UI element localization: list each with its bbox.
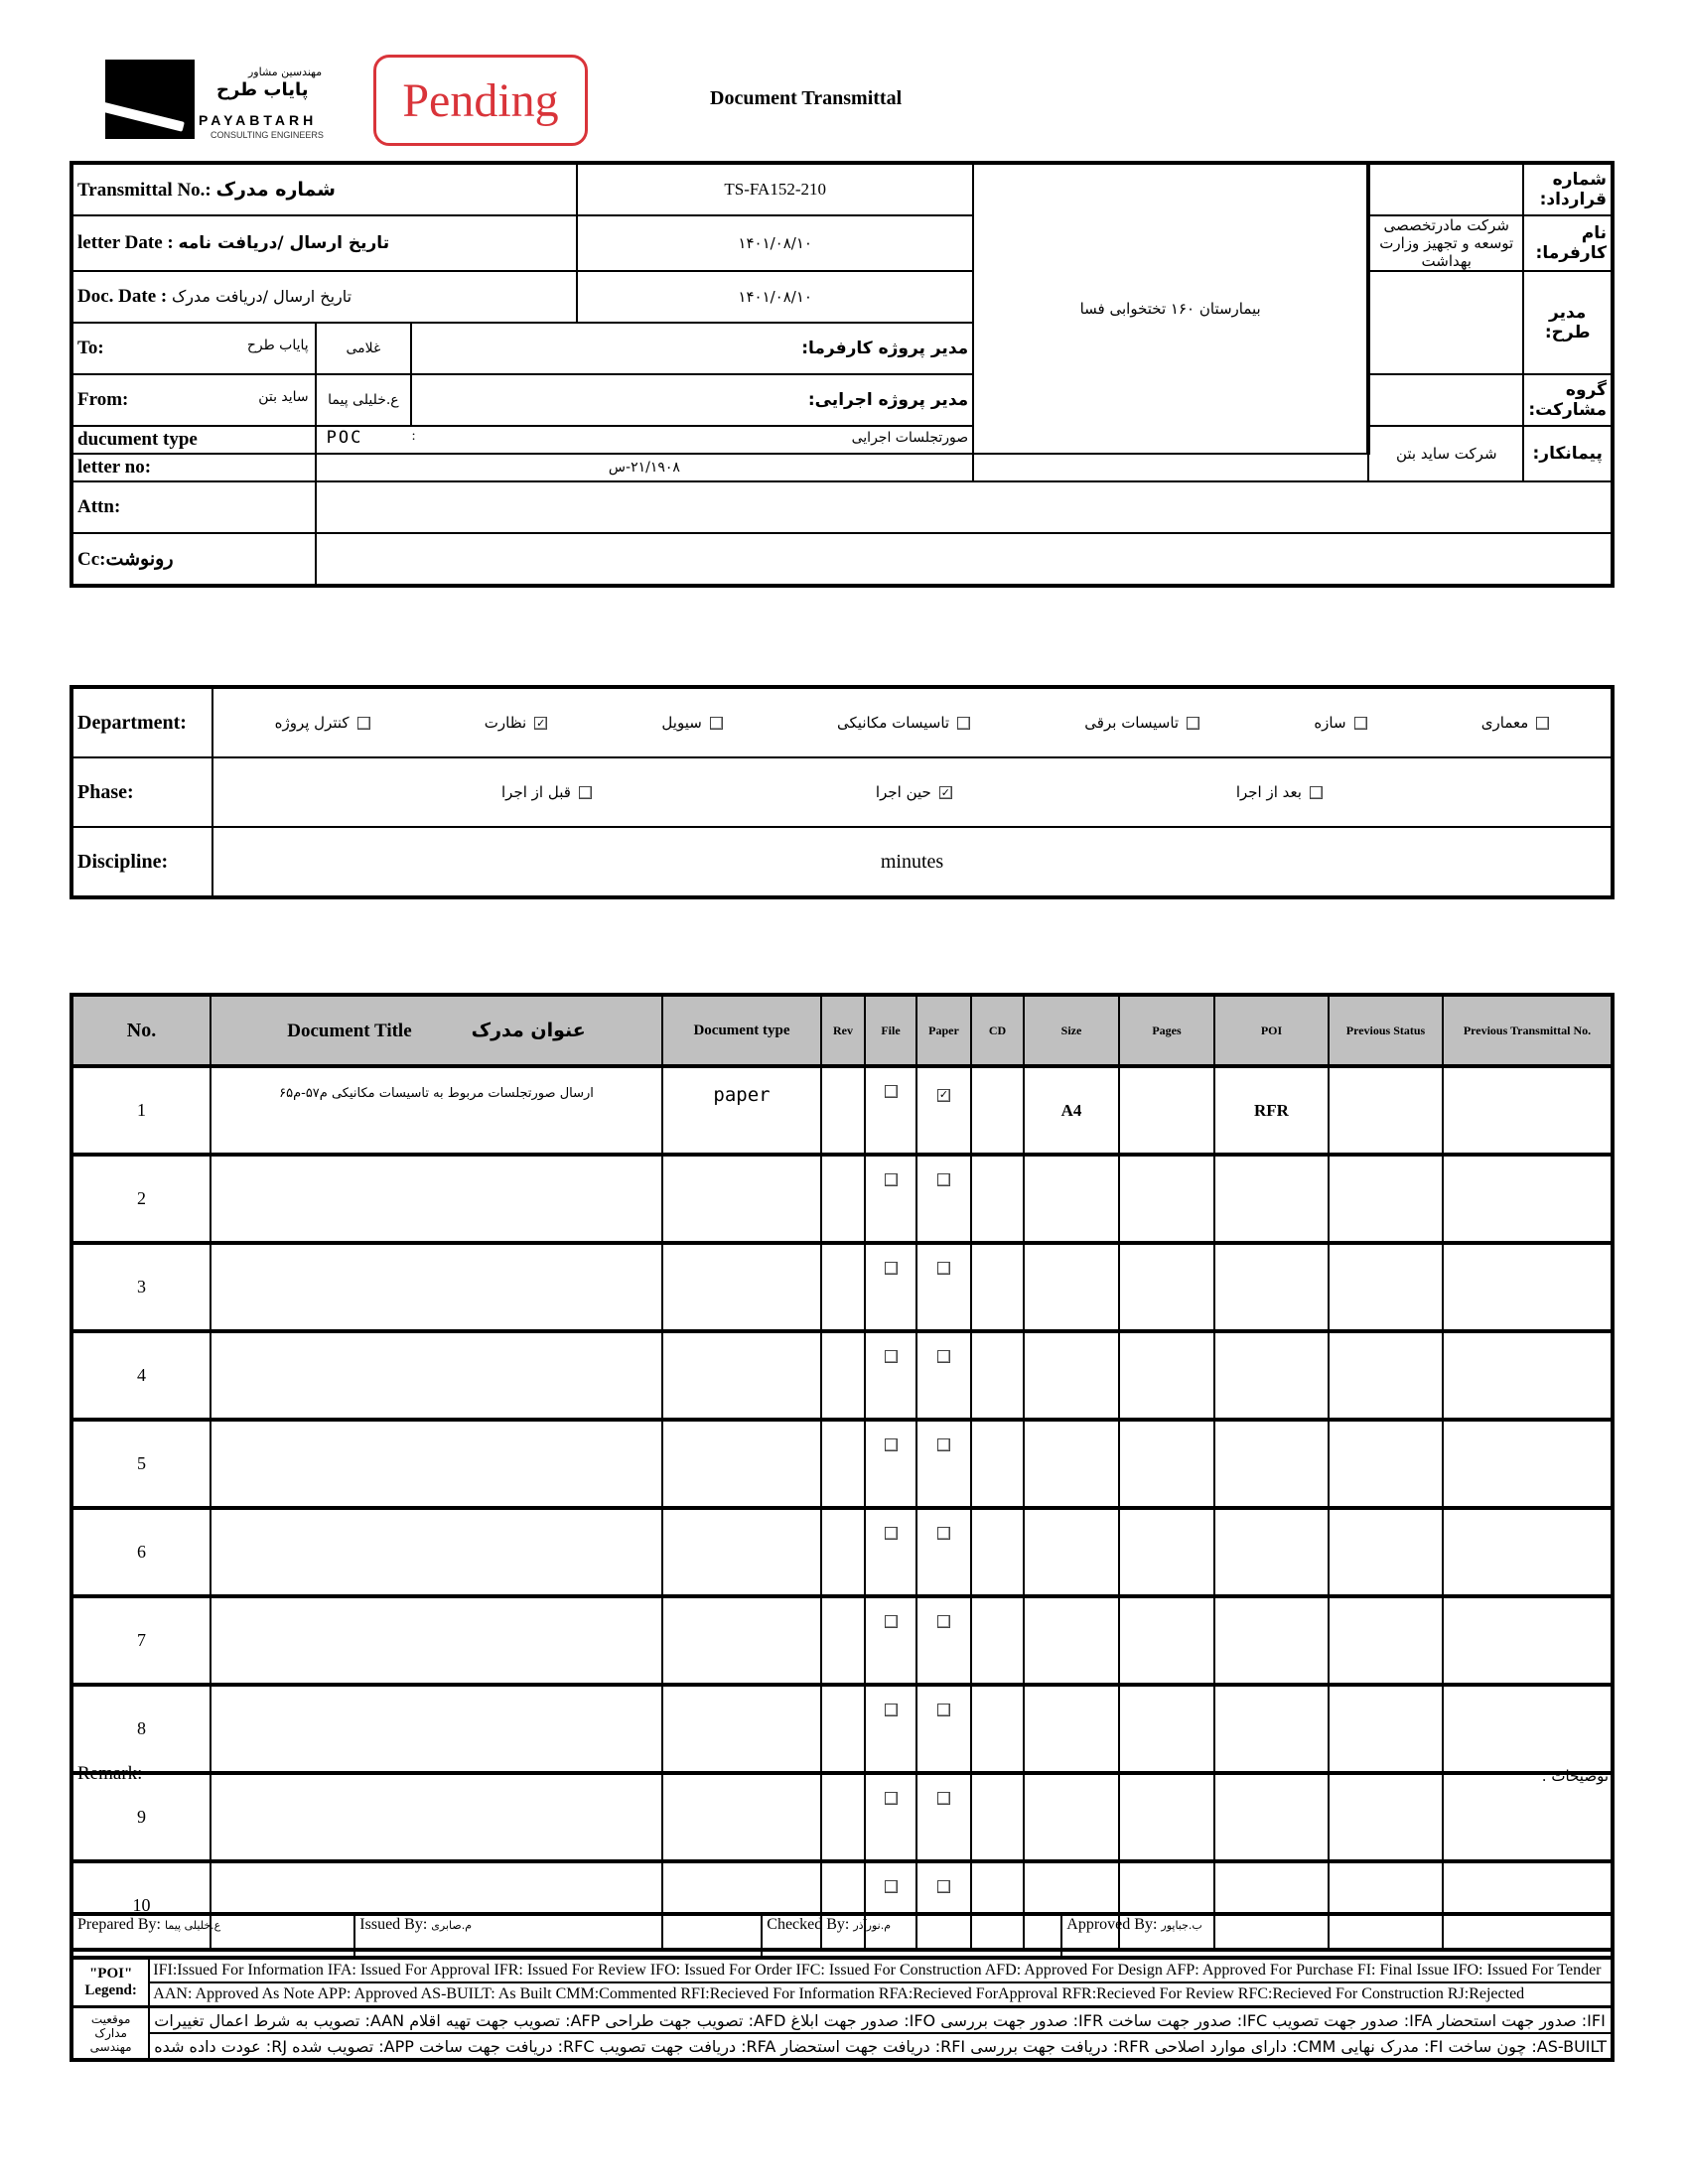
doc-type-label: ducument type: [71, 426, 316, 454]
from-person: ع.خلیلی پیما: [316, 374, 411, 426]
cell-cd: [971, 1155, 1024, 1243]
table-row: [71, 1508, 1613, 1596]
col-no: No.: [71, 995, 211, 1066]
checkbox-checked-icon[interactable]: ✓: [536, 716, 546, 730]
option-label: حین اجرا: [875, 783, 931, 801]
issued-by: م.صابری: [431, 1919, 473, 1932]
cell-type: [662, 1420, 821, 1508]
cell-no: 1: [71, 1066, 211, 1155]
cell-prev-transmittal: [1443, 1685, 1613, 1773]
cell-poi: [1214, 1155, 1329, 1243]
cell-prev-status: [1329, 1331, 1443, 1420]
checked-label: Checked By:: [767, 1916, 850, 1933]
cell-type: [662, 1155, 821, 1243]
client-name-label: نام کارفرما:: [1523, 215, 1613, 271]
table-header: [71, 995, 1613, 1066]
checkbox-icon[interactable]: [1536, 717, 1549, 730]
checked-by: م.نورآذر: [853, 1919, 892, 1932]
cell-file: [865, 1596, 916, 1685]
cc-value: [316, 533, 1613, 586]
logo-en-name: PAYABTARH: [199, 112, 318, 128]
cell-cd: [971, 1243, 1024, 1331]
cell-size: [1024, 1243, 1119, 1331]
col-title-en: Document Title: [287, 1020, 412, 1041]
cell-no: 7: [71, 1596, 211, 1685]
checkbox-icon[interactable]: [885, 1438, 898, 1451]
cell-poi: [1214, 1331, 1329, 1420]
cell-prev-transmittal: [1443, 1155, 1613, 1243]
col-size: Size: [1024, 995, 1119, 1066]
cell-file: [865, 1420, 916, 1508]
checkbox-icon[interactable]: [1310, 786, 1323, 799]
table-row: [71, 1420, 1613, 1508]
cell-file: [865, 1685, 916, 1773]
col-prev-status: Previous Status: [1329, 995, 1443, 1066]
col-cd: CD: [971, 995, 1024, 1066]
footer-table: [70, 1763, 1615, 2062]
col-type: Document type: [662, 995, 821, 1066]
cell-paper: [916, 1685, 971, 1773]
cell-title: [211, 1243, 662, 1331]
contract-no: [1368, 163, 1523, 215]
cell-rev: [821, 1331, 865, 1420]
issued-label: Issued By:: [359, 1916, 428, 1933]
cell-poi: [1214, 1508, 1329, 1596]
cell-title: [211, 1331, 662, 1420]
from-value: ساید بتن: [258, 389, 309, 405]
cell-no: 2: [71, 1155, 211, 1243]
cell-rev: [821, 1155, 865, 1243]
cell-size: [1024, 1331, 1119, 1420]
contract-no-label: شماره قرارداد:: [1523, 163, 1613, 215]
checkbox-icon[interactable]: [885, 1527, 898, 1540]
cell-cd: [971, 1066, 1024, 1155]
transmittal-info-table: [70, 161, 1615, 588]
stamp-label: Pending: [402, 73, 559, 127]
plan-manager: [1368, 271, 1523, 374]
cell-type: [662, 1596, 821, 1685]
cell-file: [865, 1066, 916, 1155]
cell-prev-status: [1329, 1685, 1443, 1773]
poi-legend-line-2: AAN: Approved As Note APP: Approved AS-BUILT: As Built CMM:Commented RFI:Recieved For Information RFA:Recieved ForApproval RFR:Recieved For Review RFC:Recieved For Construction RJ:Rejected: [149, 1982, 1613, 2007]
cell-poi: RFR: [1214, 1066, 1329, 1155]
col-title-fa: عنوان مدرک: [471, 1019, 586, 1041]
project-name: بیمارستان ۱۶۰ تختخوابی فسا: [973, 163, 1368, 454]
letter-no: ۲۱/۱۹۰۸-س: [316, 454, 974, 481]
checkbox-icon[interactable]: [885, 1704, 898, 1716]
phase-option[interactable]: [1236, 783, 1323, 801]
prepared-label: Prepared By:: [77, 1916, 161, 1933]
checkbox-icon[interactable]: [957, 717, 970, 730]
department-option[interactable]: [837, 714, 970, 732]
cell-prev-transmittal: [1443, 1420, 1613, 1508]
partnership-label: گروه مشارکت:: [1523, 374, 1613, 426]
cell-file: [865, 1243, 916, 1331]
cell-rev: [821, 1596, 865, 1685]
checkbox-icon[interactable]: [1187, 717, 1199, 730]
doc-type-sep: :: [411, 429, 416, 444]
doc-date: ۱۴۰۱/۰۸/۱۰: [577, 271, 973, 323]
checkbox-icon[interactable]: [710, 717, 723, 730]
cell-paper: [916, 1508, 971, 1596]
cell-title: [211, 1155, 662, 1243]
col-poi: POI: [1214, 995, 1329, 1066]
checkbox-icon[interactable]: [1354, 717, 1367, 730]
phase-label: Phase:: [71, 757, 212, 827]
cell-file: [865, 1508, 916, 1596]
cell-no: 6: [71, 1508, 211, 1596]
table-row: [71, 1685, 1613, 1773]
attn-label: Attn:: [71, 481, 316, 533]
cell-cd: [971, 1596, 1024, 1685]
cell-prev-status: [1329, 1243, 1443, 1331]
checkbox-icon[interactable]: [937, 1438, 950, 1451]
cell-pages: [1119, 1685, 1214, 1773]
cell-no: 9: [71, 1773, 211, 1861]
checkbox-icon[interactable]: [937, 1173, 950, 1186]
cell-no: 5: [71, 1420, 211, 1508]
cell-type: paper: [662, 1066, 821, 1155]
transmittal-label: Transmittal No.:: [77, 179, 211, 201]
logo-mark: [105, 60, 195, 139]
department-options: [217, 714, 1607, 732]
option-label: تاسیسات برقی: [1084, 714, 1180, 732]
checkbox-icon[interactable]: [937, 1262, 950, 1275]
phase-option[interactable]: [501, 783, 592, 801]
cell-paper: [916, 1331, 971, 1420]
contractor-label: پیمانکار:: [1523, 426, 1613, 481]
option-label: قبل از اجرا: [501, 783, 571, 801]
doc-date-label-fa: تاریخ ارسال /دریافت مدرک: [171, 287, 352, 306]
option-label: تاسیسات مکانیکی: [837, 714, 950, 732]
cell-paper: [916, 1155, 971, 1243]
cell-poi: [1214, 1596, 1329, 1685]
checkbox-icon[interactable]: [885, 1615, 898, 1628]
checkbox-icon[interactable]: [937, 1527, 950, 1540]
checkbox-checked-icon[interactable]: ✓: [938, 1089, 949, 1101]
cell-size: [1024, 1596, 1119, 1685]
discipline-label: Discipline:: [71, 827, 212, 897]
checkbox-icon[interactable]: [937, 1704, 950, 1716]
doc-type-code: POC: [326, 428, 363, 448]
contractor: شرکت ساید بتن: [1368, 426, 1523, 481]
option-label: سیویل: [661, 714, 702, 732]
option-label: نظارت: [484, 714, 527, 732]
cell-prev-transmittal: [1443, 1066, 1613, 1155]
to-person: غلامی: [316, 323, 411, 374]
department-option[interactable]: [1314, 714, 1366, 732]
logo-fa-name: پایاب طرح: [216, 79, 309, 100]
classification-table: [70, 685, 1615, 899]
table-row: [71, 1243, 1613, 1331]
cell-prev-status: [1329, 1596, 1443, 1685]
cell-no: 8: [71, 1685, 211, 1773]
cell-rev: [821, 1685, 865, 1773]
cell-type: [662, 1243, 821, 1331]
doc-date-label: Doc. Date :: [77, 286, 168, 307]
cell-cd: [971, 1420, 1024, 1508]
cc-label: Cc:رونوشت: [71, 533, 316, 586]
exec-pm-label: مدیر پروژه اجرایی:: [411, 374, 973, 426]
cell-size: [1024, 1420, 1119, 1508]
checkbox-icon[interactable]: [885, 1350, 898, 1363]
discipline-value: minutes: [212, 827, 1613, 897]
cell-poi: [1214, 1243, 1329, 1331]
cell-file: [865, 1155, 916, 1243]
cell-no: 4: [71, 1331, 211, 1420]
phase-options: [217, 783, 1607, 801]
cell-size: [1024, 1155, 1119, 1243]
cell-title: [211, 1685, 662, 1773]
partnership: [1368, 374, 1523, 426]
client-name: شرکت مادرتخصصی توسعه و تجهیز وزارت بهداشت: [1368, 215, 1523, 271]
cell-pages: [1119, 1243, 1214, 1331]
table-row: [71, 1596, 1613, 1685]
department-option[interactable]: [1084, 714, 1199, 732]
department-option[interactable]: [275, 714, 370, 732]
client-pm-label: مدیر پروژه کارفرما:: [411, 323, 973, 374]
cell-rev: [821, 1420, 865, 1508]
letter-date: ۱۴۰۱/۰۸/۱۰: [577, 215, 973, 271]
cell-title: [211, 1508, 662, 1596]
cell-file: [865, 1331, 916, 1420]
cell-size: [1024, 1508, 1119, 1596]
col-prev-transmittal: Previous Transmittal No.: [1443, 995, 1613, 1066]
cell-prev-status: [1329, 1420, 1443, 1508]
option-label: معماری: [1480, 714, 1529, 732]
checkbox-icon[interactable]: [937, 1615, 950, 1628]
cell-paper: [916, 1420, 971, 1508]
approved-label: Approved By:: [1066, 1916, 1158, 1933]
option-label: بعد از اجرا: [1235, 783, 1302, 801]
plan-manager-label: مدیر طرح:: [1523, 271, 1613, 374]
transmittal-no: TS-FA152-210: [577, 163, 973, 215]
col-rev: Rev: [821, 995, 865, 1066]
status-legend-line-2: AS-BUILT: چون ساخت FI: مدرک نهایی CMM: دارای موارد اصلاحی RFR: دریافت جهت بررسی RFI: دریافت جهت استحضار RFA: دریافت جهت تصویب RFC: دریافت جهت ساخت APP: تصویب شده RJ: عودت داده شده: [149, 2033, 1613, 2060]
cell-size: A4: [1024, 1066, 1119, 1155]
attn-value: [316, 481, 1613, 533]
cell-pages: [1119, 1420, 1214, 1508]
poi-legend-line-1: IFI:Issued For Information IFA: Issued For Approval IFR: Issued For Review IFO: Issued For Order IFC: Issued For Construction AFD: Approved For Design AFP: Approved For Purchase FI: Final Issue IFO: Issued For Tender: [149, 1958, 1613, 1982]
cell-cd: [971, 1508, 1024, 1596]
cell-paper: [916, 1066, 971, 1155]
option-label: کنترل پروژه: [274, 714, 350, 732]
cell-type: [662, 1508, 821, 1596]
status-legend-label: موقعیت مدارک مهندسی: [71, 2007, 149, 2061]
transmittal-label-fa: شماره مدرک: [215, 178, 336, 201]
table-row: [71, 1066, 1613, 1155]
col-paper: Paper: [916, 995, 971, 1066]
cell-type: [662, 1685, 821, 1773]
department-option[interactable]: [485, 714, 547, 732]
cell-title: [211, 1420, 662, 1508]
from-label: From:: [77, 389, 129, 410]
checkbox-icon[interactable]: [885, 1262, 898, 1275]
cell-title: ارسال صورتجلسات مربوط به تاسیسات مکانیکی م۵۷-م۶۵: [211, 1066, 662, 1155]
cell-rev: [821, 1243, 865, 1331]
cell-poi: [1214, 1685, 1329, 1773]
phase-option[interactable]: [876, 783, 952, 801]
cell-pages: [1119, 1331, 1214, 1420]
cell-pages: [1119, 1155, 1214, 1243]
doc-type-fa: صورتجلسات اجرایی: [851, 430, 969, 446]
cell-prev-status: [1329, 1155, 1443, 1243]
letter-date-label-fa: تاریخ ارسال /دریافت نامه: [178, 233, 390, 253]
cell-prev-transmittal: [1443, 1508, 1613, 1596]
letter-no-label: letter no:: [71, 454, 316, 481]
remark-label: Remark:: [77, 1763, 143, 1784]
remark-label-fa: توضیحات :: [1541, 1767, 1609, 1785]
checkbox-checked-icon[interactable]: ✓: [940, 785, 950, 799]
status-legend-line-1: IFI: صدور جهت استحضار IFA: صدور جهت تصویب IFC: صدور جهت ساخت IFR: صدور جهت بررسی IFO: صدور جهت ابلاغ AFD: تصویب جهت طراحی AFP: تصویب جهت تهیه اقلام AAN: تصویب به شرط اعمال تغییرات: [149, 2007, 1613, 2034]
page-title: Document Transmittal: [710, 87, 903, 109]
logo-fa-subtitle: مهندسین مشاور: [248, 66, 323, 78]
cell-title: [211, 1596, 662, 1685]
department-label: Department:: [71, 687, 212, 757]
cell-pages: [1119, 1596, 1214, 1685]
col-file: File: [865, 995, 916, 1066]
logo-en-subtitle: CONSULTING ENGINEERS: [211, 130, 324, 140]
cell-paper: [916, 1243, 971, 1331]
pending-stamp: [373, 55, 588, 146]
cell-type: [662, 1331, 821, 1420]
cell-rev: [821, 1508, 865, 1596]
table-row: [71, 1155, 1613, 1243]
to-label: To:: [77, 338, 104, 358]
cell-prev-status: [1329, 1508, 1443, 1596]
checkbox-icon[interactable]: [885, 1173, 898, 1186]
cell-prev-transmittal: [1443, 1596, 1613, 1685]
checkbox-icon[interactable]: [937, 1350, 950, 1363]
cell-prev-transmittal: [1443, 1331, 1613, 1420]
cell-pages: [1119, 1508, 1214, 1596]
department-option[interactable]: [661, 714, 722, 732]
checkbox-icon[interactable]: [885, 1085, 898, 1098]
table-row: [71, 1331, 1613, 1420]
option-label: سازه: [1314, 714, 1346, 732]
letter-date-label: letter Date :: [77, 232, 174, 253]
cell-prev-status: [1329, 1066, 1443, 1155]
checkbox-icon[interactable]: [357, 717, 370, 730]
cell-rev: [821, 1066, 865, 1155]
to-value: پایاب طرح: [246, 338, 309, 353]
approved-by: ب.جباپور: [1161, 1919, 1202, 1932]
department-option[interactable]: [1481, 714, 1550, 732]
cell-poi: [1214, 1420, 1329, 1508]
cell-prev-transmittal: [1443, 1243, 1613, 1331]
cell-cd: [971, 1685, 1024, 1773]
poi-legend-label: "POI" Legend:: [71, 1958, 149, 2007]
cell-no: 3: [71, 1243, 211, 1331]
cell-cd: [971, 1331, 1024, 1420]
checkbox-icon[interactable]: [579, 786, 592, 799]
cell-paper: [916, 1596, 971, 1685]
cell-size: [1024, 1685, 1119, 1773]
col-pages: Pages: [1119, 995, 1214, 1066]
prepared-by: ع.خلیلی پیما: [164, 1919, 221, 1932]
cell-no: 10: [71, 1861, 211, 1950]
cell-pages: [1119, 1066, 1214, 1155]
